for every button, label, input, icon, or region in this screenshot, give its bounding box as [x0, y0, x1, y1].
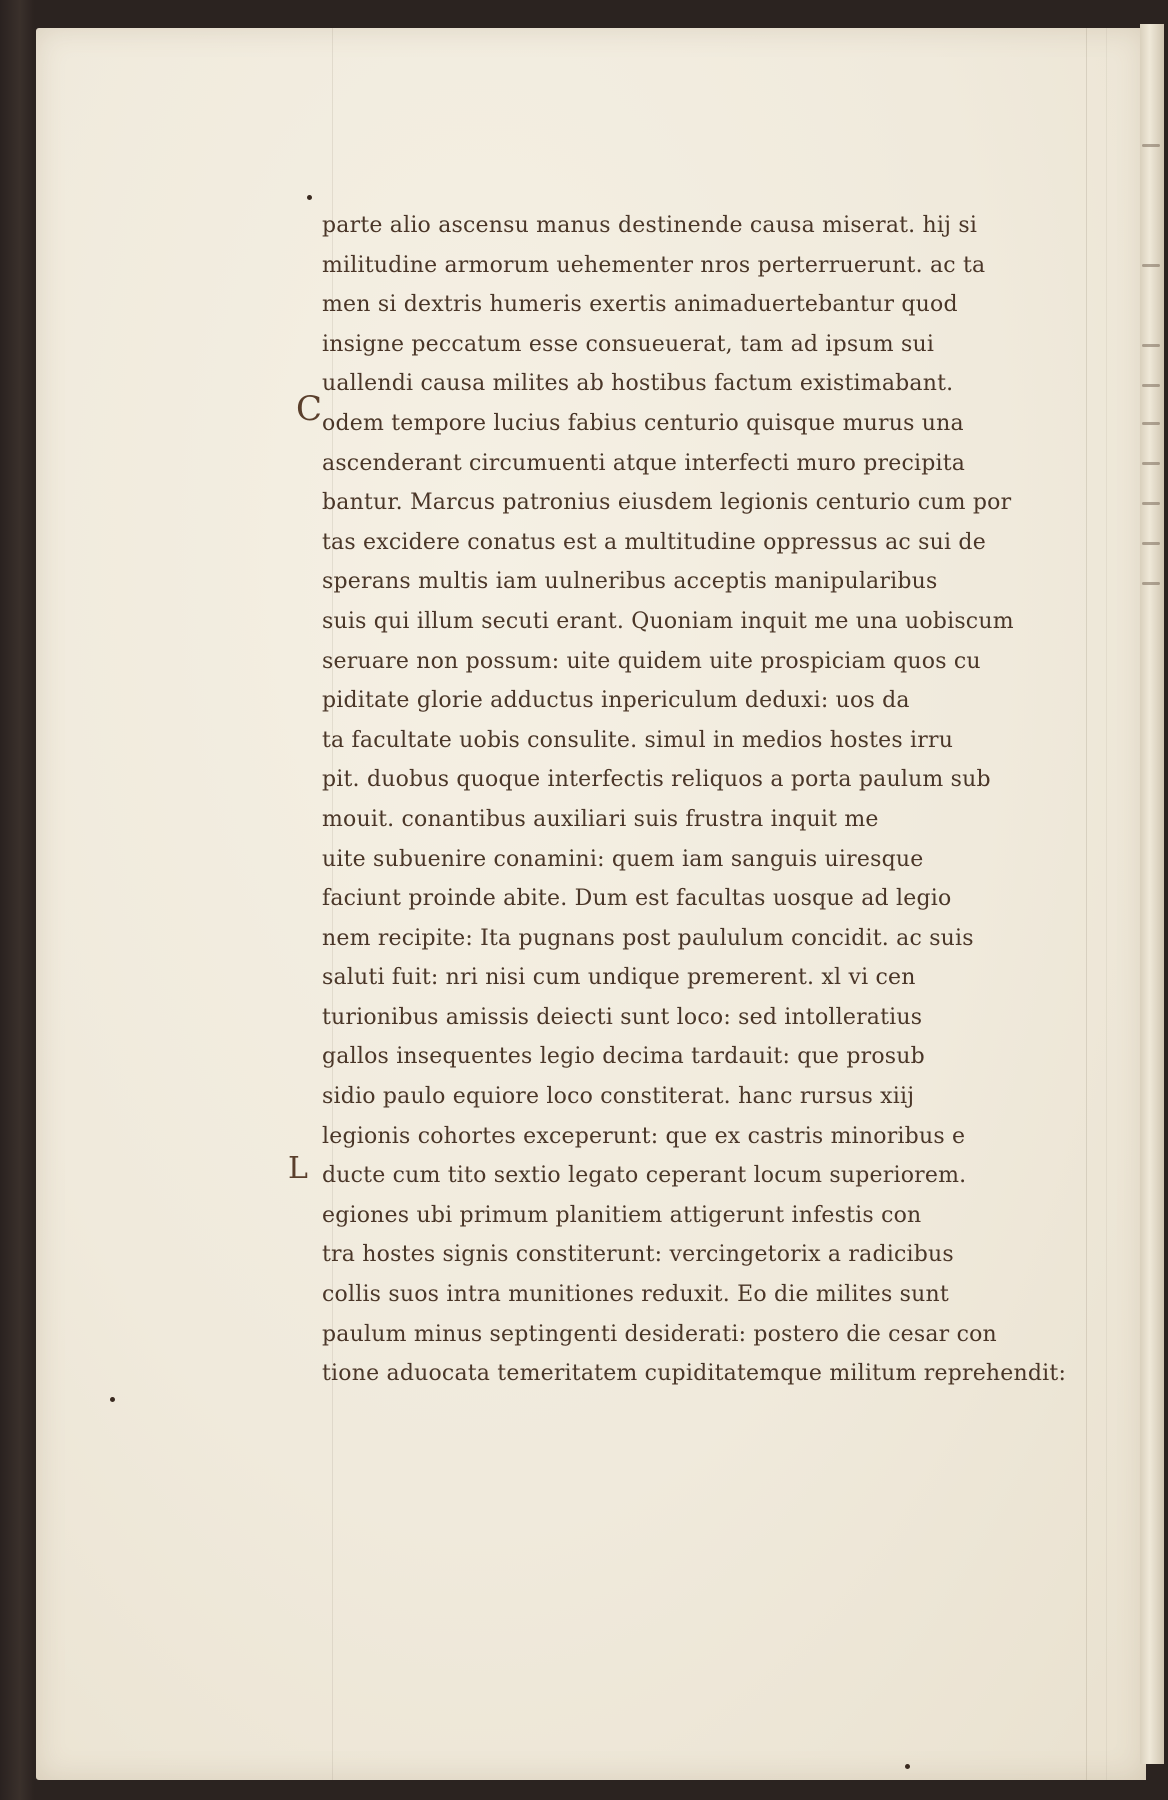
text-line: nem recipite: Ita pugnans post paululum concidit. ac suis	[322, 925, 974, 951]
text-line: insigne peccatum esse consueuerat, tam ad ipsum sui	[322, 331, 935, 357]
initial-letter-c: C	[296, 389, 323, 429]
text-line: faciunt proinde abite. Dum est facultas uosque ad legio	[322, 886, 952, 912]
ink-dot	[110, 1397, 115, 1402]
text-line: paulum minus septingenti desiderati: postero die cesar con	[322, 1321, 997, 1347]
text-line: odem tempore lucius fabius centurio quisque murus una	[322, 410, 964, 436]
text-line: tione aduocata temeritatem cupiditatemque militum reprehendit:	[322, 1361, 1067, 1387]
manuscript-text-column	[322, 206, 1092, 1394]
adjacent-ink-mark	[1142, 144, 1160, 147]
text-line: militudine armorum uehementer nros perterruerunt. ac ta	[322, 252, 986, 278]
text-line: tra hostes signis constiterunt: vercingetorix a radicibus	[322, 1242, 954, 1268]
text-line: egiones ubi primum planitiem attigerunt infestis con	[322, 1202, 922, 1228]
text-line: parte alio ascensu manus destinende causa miserat. hij si	[322, 213, 978, 238]
text-line: ascenderant circumuenti atque interfecti muro precipita	[322, 450, 966, 476]
text-line: suis qui illum secuti erant. Quoniam inquit me una uobiscum	[322, 608, 1014, 634]
text-line: tas excidere conatus est a multitudine oppressus ac sui de	[322, 529, 986, 555]
text-line: sidio paulo equiore loco constiterat. hanc rursus xiij	[322, 1084, 915, 1110]
initial-letter-l: L	[288, 1151, 308, 1186]
text-line: mouit. conantibus auxiliari suis frustra inquit me	[322, 806, 879, 832]
adjacent-ink-mark	[1142, 384, 1160, 387]
adjacent-ink-mark	[1142, 542, 1160, 545]
text-line: ta facultate uobis consulite. simul in medios hostes irru	[322, 727, 954, 753]
text-line: collis suos intra munitiones reduxit. Eo die milites sunt	[322, 1282, 949, 1308]
adjacent-ink-mark	[1142, 344, 1160, 347]
text-line: uite subuenire conamini: quem iam sanguis uiresque	[322, 846, 924, 872]
text-line: men si dextris humeris exertis animaduertebantur quod	[322, 292, 958, 318]
text-line: sperans multis iam uulneribus acceptis manipularibus	[322, 569, 938, 595]
text-line: saluti fuit: nri nisi cum undique premerent. xl vi cen	[322, 965, 916, 991]
text-line: legionis cohortes exceperunt: que ex castris minoribus e	[322, 1123, 966, 1149]
adjacent-ink-mark	[1142, 582, 1160, 585]
text-line: pit. duobus quoque interfectis reliquos a porta paulum sub	[322, 767, 991, 793]
ruling-line-right-outer	[1106, 28, 1107, 1780]
text-line: seruare non possum: uite quidem uite prospiciam quos cu	[322, 648, 981, 674]
text-line: bantur. Marcus patronius eiusdem legionis centurio cum por	[322, 490, 1012, 516]
adjacent-ink-mark	[1142, 502, 1160, 505]
text-line: ducte cum tito sextio legato ceperant locum superiorem.	[322, 1163, 967, 1189]
adjacent-ink-mark	[1142, 264, 1160, 267]
text-line: turionibus amissis deiecti sunt loco: sed intolleratius	[322, 1004, 923, 1030]
adjacent-ink-mark	[1142, 422, 1160, 425]
text-line: gallos insequentes legio decima tardauit: que prosub	[322, 1044, 925, 1070]
adjacent-page-edge	[1140, 24, 1164, 1764]
text-line: uallendi causa milites ab hostibus factum existimabant.	[322, 371, 954, 397]
adjacent-ink-mark	[1142, 462, 1160, 465]
ink-dot	[905, 1764, 910, 1769]
text-line: piditate glorie adductus inpericulum deduxi: uos da	[322, 688, 910, 714]
ink-dot	[307, 195, 312, 200]
